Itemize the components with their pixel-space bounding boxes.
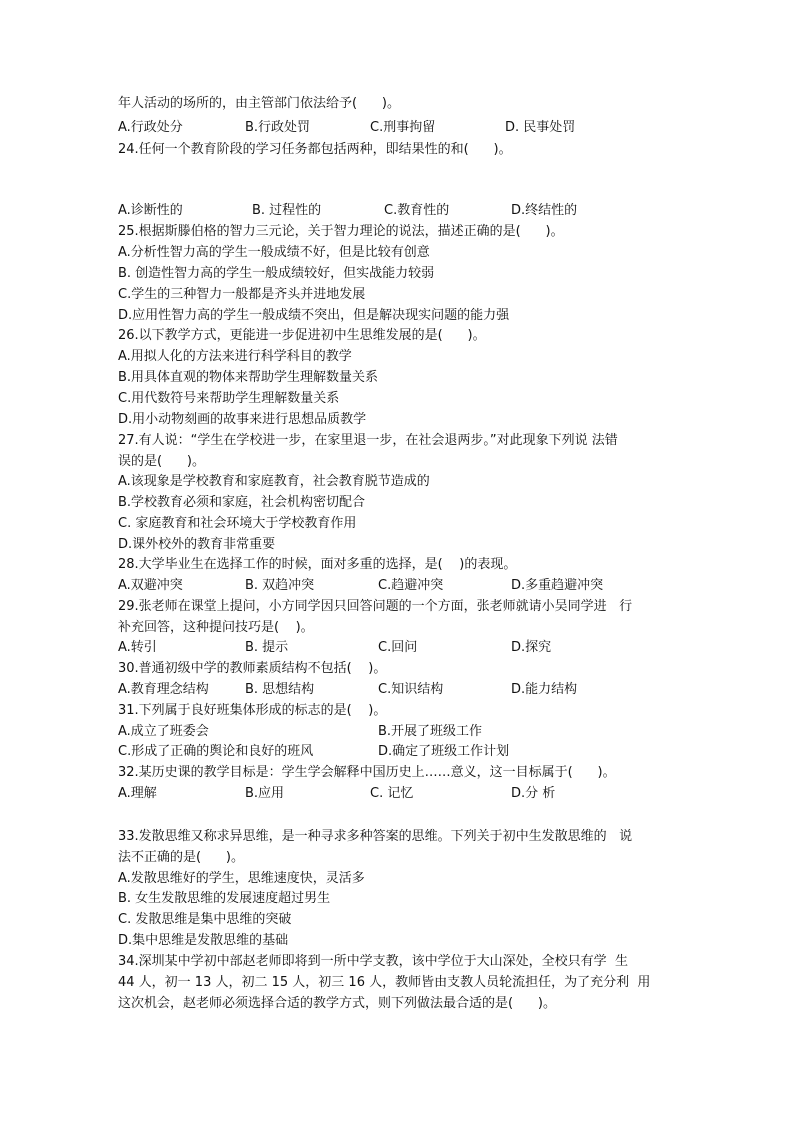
q25-option-d: D.应用性智力高的学生一般成绩不突出，但是解决现实问题的能力强 [118, 308, 510, 323]
q34-stem: 34.深圳某中学初中部赵老师即将到一所中学支教，该中学位于大山深处，全校只有学 生 [118, 954, 628, 969]
q23-option-a: A.行政处分 [118, 120, 183, 135]
q33-option-c: C. 发散思维是集中思维的突破 [118, 912, 292, 927]
q34-stem-continuation-2: 这次机会，赵老师必须选择合适的教学方式，则下列做法最合适的是( )。 [118, 996, 556, 1011]
q32-option-a: A.理解 [118, 786, 157, 801]
q31-option-c: C.形成了正确的舆论和良好的班风 [118, 744, 314, 759]
q29-option-c: C.回问 [378, 640, 418, 655]
q26-option-a: A.用拟人化的方法来进行科学科目的教学 [118, 349, 352, 364]
q32-option-d: D.分 析 [511, 786, 556, 801]
q31-stem: 31.下列属于良好班集体形成的标志的是( )。 [118, 703, 387, 718]
q29-stem-continuation: 补充回答，这种提问技巧是( )。 [118, 620, 314, 635]
q29-option-a: A.转引 [118, 640, 157, 655]
q30-option-b: B. 思想结构 [245, 682, 315, 697]
q33-option-b: B. 女生发散思维的发展速度超过男生 [118, 891, 331, 906]
q32-option-c: C. 记忆 [370, 786, 414, 801]
q27-option-c: C. 家庭教育和社会环境大于学校教育作用 [118, 516, 357, 531]
q31-option-d: D.确定了班级工作计划 [378, 744, 510, 759]
q25-option-b: B. 创造性智力高的学生一般成绩较好，但实战能力较弱 [118, 266, 435, 281]
q25-stem: 25.根据斯滕伯格的智力三元论，关于智力理论的说法，描述正确的是( )。 [118, 224, 564, 239]
q24-stem: 24.任何一个教育阶段的学习任务都包括两种，即结果性的和( )。 [118, 142, 512, 157]
q30-option-c: C.知识结构 [378, 682, 444, 697]
q29-option-b: B. 提示 [245, 640, 289, 655]
q26-option-b: B.用具体直观的物体来帮助学生理解数量关系 [118, 370, 379, 385]
q28-stem: 28.大学毕业生在选择工作的时候，面对多重的选择，是( )的表现。 [118, 557, 517, 572]
q26-option-d: D.用小动物刻画的故事来进行思想品质教学 [118, 412, 367, 427]
q28-option-b: B. 双趋冲突 [245, 578, 315, 593]
q24-option-d: D.终结性的 [511, 203, 578, 218]
q29-stem: 29.张老师在课堂上提问，小方同学因只回答问题的一个方面，张老师就请小吴同学进 行 [118, 599, 633, 614]
q24-option-c: C.教育性的 [384, 203, 450, 218]
q27-stem: 27.有人说：“学生在学校进一步，在家里退一步，在社会退两步。”对此现象下列说 法错 [118, 433, 618, 448]
q34-stem-continuation-1: 44 人，初一 13 人，初二 15 人，初三 16 人，教师皆由支教人员轮流担任，为了充分利 用 [118, 975, 651, 990]
q31-option-b: B.开展了班级工作 [378, 724, 483, 739]
q33-stem: 33.发散思维又称求异思维，是一种寻求多种答案的思维。下列关于初中生发散思维的 说 [118, 829, 633, 844]
q23-option-b: B.行政处罚 [245, 120, 311, 135]
q25-option-c: C.学生的三种智力一般都是齐头并进地发展 [118, 287, 366, 302]
q32-stem: 32.某历史课的教学目标是：学生学会解释中国历史上……意义，这一目标属于( )。 [118, 765, 616, 780]
q27-stem-continuation: 误的是( )。 [118, 454, 205, 469]
q28-option-d: D.多重趋避冲突 [511, 578, 604, 593]
q26-stem: 26.以下教学方式，更能进一步促进初中生思维发展的是( )。 [118, 328, 486, 343]
q25-option-a: A.分析性智力高的学生一般成绩不好，但是比较有创意 [118, 245, 430, 260]
q33-option-a: A.发散思维好的学生，思维速度快，灵活多 [118, 871, 365, 886]
q28-option-c: C.趋避冲突 [378, 578, 444, 593]
q32-option-b: B.应用 [245, 786, 285, 801]
q30-option-d: D.能力结构 [511, 682, 578, 697]
q30-option-a: A.教育理念结构 [118, 682, 209, 697]
q27-option-a: A.该现象是学校教育和家庭教育，社会教育脱节造成的 [118, 474, 430, 489]
q28-option-a: A.双避冲突 [118, 578, 183, 593]
q30-stem: 30.普通初级中学的教师素质结构不包括( )。 [118, 661, 387, 676]
q23-option-d: D. 民事处罚 [505, 120, 576, 135]
q27-option-b: B.学校教育必须和家庭，社会机构密切配合 [118, 495, 366, 510]
q29-option-d: D.探究 [511, 640, 552, 655]
q31-option-a: A.成立了班委会 [118, 724, 209, 739]
q23-stem-continuation: 年人活动的场所的，由主管部门依法给予( )。 [118, 96, 400, 111]
q33-option-d: D.集中思维是发散思维的基础 [118, 933, 289, 948]
q24-option-a: A.诊断性的 [118, 203, 183, 218]
q27-option-d: D.课外校外的教育非常重要 [118, 537, 276, 552]
q24-option-b: B. 过程性的 [252, 203, 322, 218]
q26-option-c: C.用代数符号来帮助学生理解数量关系 [118, 391, 340, 406]
q33-stem-continuation: 法不正确的是( )。 [118, 850, 244, 865]
q23-option-c: C.刑事拘留 [370, 120, 436, 135]
